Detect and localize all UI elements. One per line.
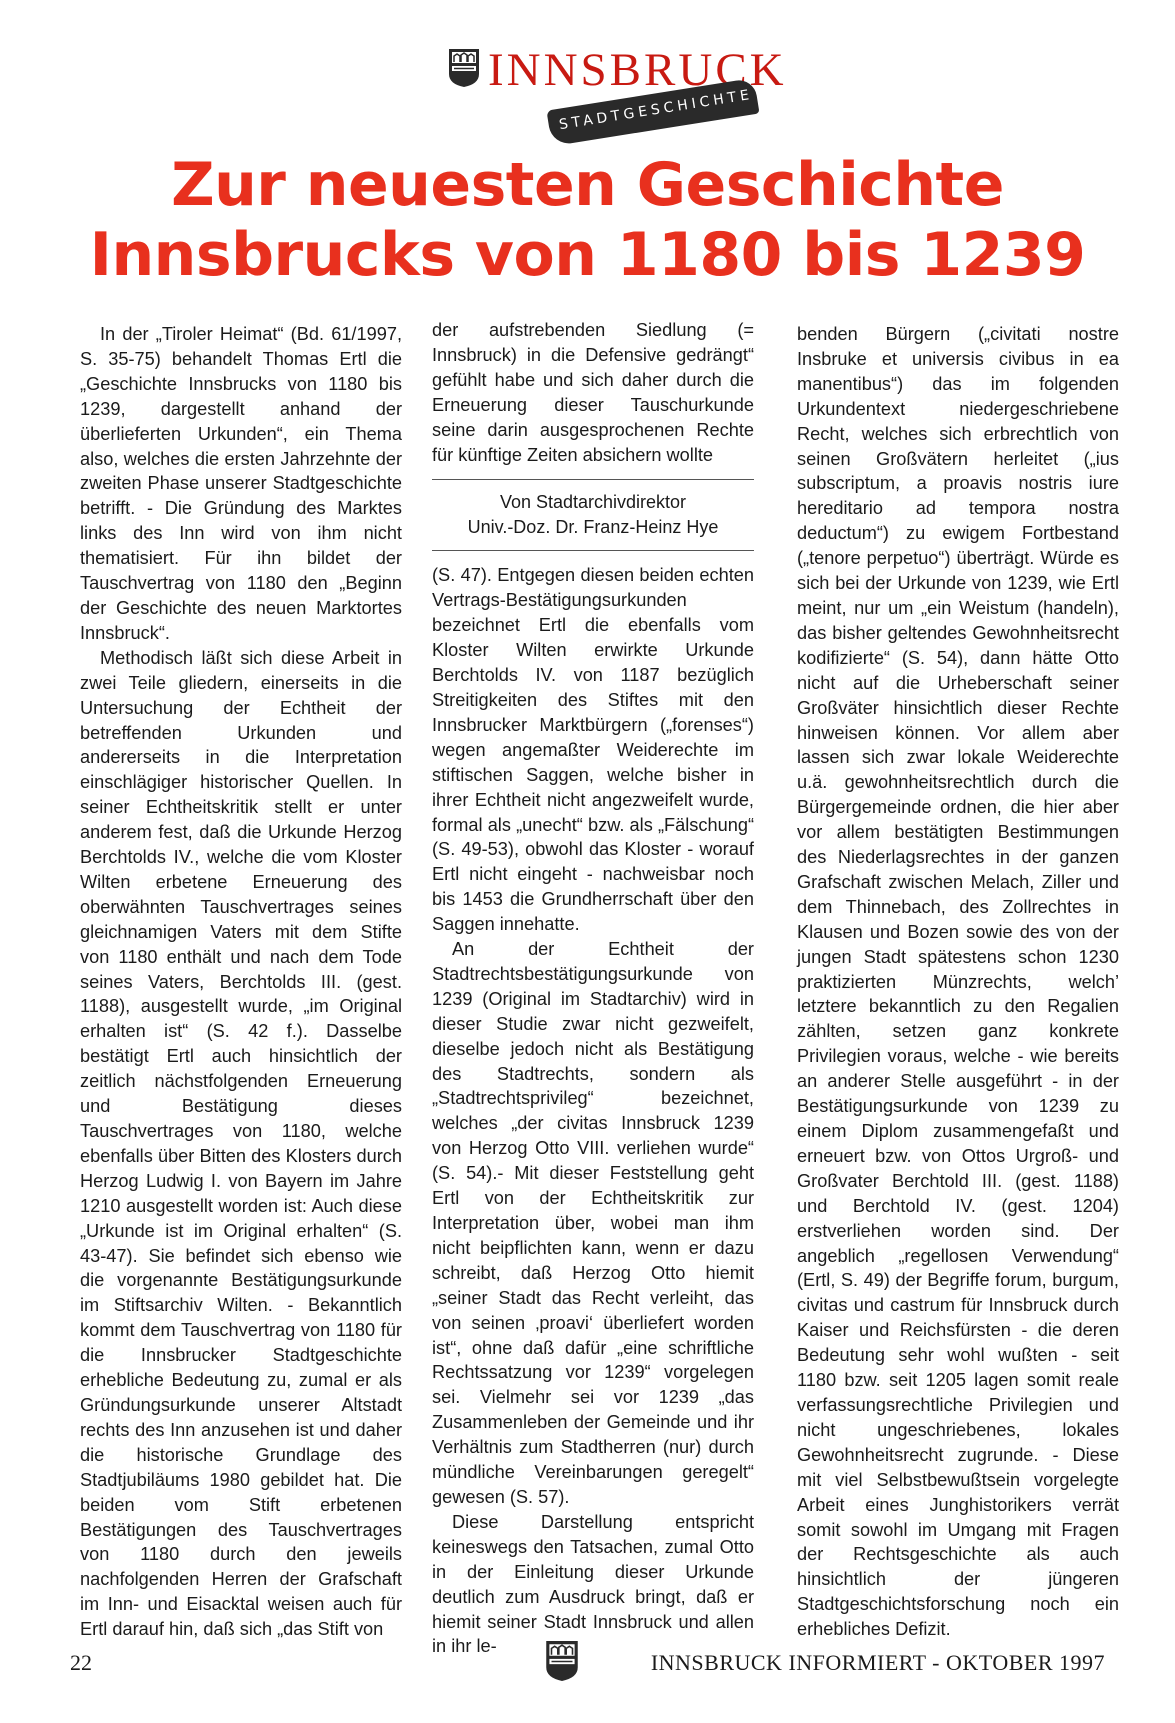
publication-footer: INNSBRUCK INFORMIERT - OKTOBER 1997 [650, 1650, 1105, 1675]
byline-line-1: Von Stadtarchivdirektor [499, 492, 687, 513]
paragraph: An der Echtheit der Stadtrechtsbestätigungsurkunde von 1239 (Original im Stadtarchiv) wird in dieser Studie zwar nicht gezweifelt, dieselbe jedoch nicht als Bestätigung des Stadtrechts, sondern als „Stadtrechtsprivileg“ bezeichnet, welches „der civitas Innsbruck 1239 von Herzog Otto VIII. verliehen wurde“ (S. 54).- Mit dieser Feststellung geht Ertl von der Echtheitskritik zur Interpretation über, wobei man ihm nicht beipflichten kann, wenn er dazu schreibt, daß Herzog Otto hiemit „seiner Stadt das Recht verleiht, das von seinen ‚proavi‘ überliefert worden ist“, ohne daß dafür „eine schriftliche Rechtssatzung vor 1239“ vorgelegen sei. Vielmehr sei vor 1239 „das Zusammenleben der Gemeinde und ihr Verhältnis zum Stadtherren (nur) durch mündliche Vereinbarungen geregelt“ gewesen (S. 57). [432, 939, 754, 1507]
city-crest-icon [448, 48, 480, 88]
text-column-1 [80, 322, 402, 1642]
paragraph: benden Bürgern („civitati nostre Insbruke et universis civibus in ea manentibus“) das im folgenden Urkundentext niedergeschriebene Recht, welches sich erbrechtlich von seinen Großvätern herleitet („ius subscriptum, a proavis nostris iure hereditario ad tempora nostra deductum“) zu ewigem Fortbestand („tenore perpetuo“) überträgt. Würde es sich bei der Urkunde von 1239, wie Ertl meint, nur um „ein Weistum (handeln), das bisher geltendes Gewohnheitsrecht kodifizierte“ (S. 54), dann hätte Otto nicht auf die Urheberschaft seiner Großväter hinsichtlich dieser Rechte hinweisen können. Vor allem aber lassen sich zwar lokale Weiderechte u.ä. gewohnheitsrechtlich durch die Bürgergemeinde ordnen, die hier aber vor allem bestätigten Bestimmungen des Niederlagsrechtes in der ganzen Grafschaft zwischen Melach, Ziller und dem Thinnebach, des Zollrechtes in Klausen und Bozen sowie des von der jungen Stadt spätestens schon 1230 praktizierten Münzrechts, welch’ letztere bekanntlich zu den Regalien zählten, setzen ganz konkrete Privilegien voraus, welche - wie bereits an anderer Stelle ausgeführt - in der Bestätigungsurkunde von 1239 zu einem Diplom zusammengefaßt und erneuert bzw. von Ottos Urgroß- und Großvater Berchtold III. (gest. 1188) und Berchtold IV. (gest. 1204) erstverliehen worden sind. Der angeblich „regellosen Verwendung“ (Ertl, S. 49) der Begriffe forum, burgum, civitas und castrum für Innsbruck durch Kaiser und Reichsfürsten - die deren Bedeutung sehr wohl wußten - seit 1180 bzw. seit 1205 lagen somit reale verfassungsrechtliche Privilegien und nicht ungeschriebenes, lokales Gewohnheitsrecht zugrunde. - Diese mit viel Selbstbewußtsein vorgelegte Arbeit eines Junghistorikers verrät somit sowohl im Umgang mit Fragen der Rechtsgeschichte als auch hinsichtlich der jüngeren Stadtgeschichtsforschung noch ein erhebliches Defizit. [797, 324, 1119, 1640]
paragraph: (S. 47). Entgegen diesen beiden echten Vertrags-Bestätigungsurkunden bezeichnet Ertl die ebenfalls vom Kloster Wilten erwirkte Urkunde Berchtolds IV. von 1187 bezüglich Streitigkeiten des Stiftes mit den Innsbrucker Marktbürgern („forenses“) wegen angemaßter Weiderechte im stiftischen Saggen, welche bisher in ihrer Echtheit nicht angezweifelt wurde, formal als „unecht“ bzw. als „Fälschung“ (S. 49-53), obwohl das Kloster - worauf Ertl nicht eingeht - nachweisbar noch bis 1453 die Grundherrschaft über den Saggen innehatte. [432, 565, 754, 935]
paragraph: Diese Darstellung entspricht keineswegs den Tatsachen, zumal Otto in der Einleitung dieser Urkunde deutlich zum Ausdruck bringt, daß er hiemit seiner Stadt Innsbruck und allen in ihr le- [432, 1511, 754, 1657]
headline-line-2: Innsbrucks von 1180 bis 1239 [89, 220, 1086, 290]
brand-title: INNSBRUCK [488, 44, 787, 96]
city-crest-icon [545, 1640, 579, 1682]
byline-line-2: Univ.-Doz. Dr. Franz-Heinz Hye [467, 517, 719, 538]
paragraph: In der „Tiroler Heimat“ (Bd. 61/1997, S. 35-75) behandelt Thomas Ertl die „Geschichte Innsbrucks von 1180 bis 1239, dargestellt anhand der überlieferten Urkunden“, ein Thema also, welches die ersten Jahrzehnte der zweiten Phase unserer Stadtgeschichte betrifft. - Die Gründung des Marktes links des Inn wird von ihm nicht thematisiert. Für ihn bildet der Tauschvertrag von 1180 den „Beginn der Geschichte des neuen Marktortes Innsbruck“. [80, 324, 402, 643]
text-column-2 [432, 318, 754, 1659]
article-headline [0, 150, 1175, 290]
paragraph: Methodisch läßt sich diese Arbeit in zwei Teile gliedern, einerseits in die Untersuchung der Echtheit der betreffenden Urkunden und andererseits in die Interpretation einschlägiger historischer Quellen. In seiner Echtheitskritik stellt er unter anderem fest, daß die Urkunde Herzog Berchtolds IV., welche die vom Kloster Wilten erbetene Erneuerung des oberwähnten Tauschvertrages seines gleichnamigen Vaters mit dem Stifte von 1180 enthält und nach dem Tode seines Vaters, Berchtolds III. (gest. 1188), ausgestellt wurde, „im Original erhalten ist“ (S. 42 f.). Dasselbe bestätigt Ertl auch hinsichtlich der zeitlich nächstfolgenden Erneuerung und Bestätigung dieses Tauschvertrages von 1180, welche ebenfalls über Bitten des Klosters durch Herzog Ludwig I. von Bayern im Jahre 1210 ausgestellt worden ist: Auch diese „Urkunde ist im Original erhalten“ (S. 43-47). Sie befindet sich ebenso wie die vorgenannte Bestätigungsurkunde im Stiftsarchiv Wilten. - Bekanntlich kommt dem Tauschvertrag von 1180 für die Innsbrucker Stadtgeschichte erhebliche Bedeutung zu, zumal er als Gründungsurkunde unserer Altstadt rechts des Inn anzusehen ist und daher die historische Grundlage des Stadtjubiläums 1980 gebildet hat. Die beiden vom Stift erbetenen Bestätigungen des Tauschvertrages von 1180 durch den jeweils nachfolgenden Herren der Grafschaft im Inn- und Eisacktal weisen auch für Ertl darauf hin, daß sich „das Stift von [80, 647, 402, 1640]
brand-subtitle: STADTGESCHICHTE [557, 86, 755, 134]
headline-line-1: Zur neuesten Geschichte [171, 150, 1004, 220]
text-column-3 [797, 322, 1119, 1642]
masthead [448, 40, 787, 140]
byline [432, 479, 754, 551]
paragraph: der aufstrebenden Siedlung (= Innsbruck) in die Defensive gedrängt“ gefühlt habe und sich daher durch die Erneuerung dieser Tauschurkunde seine darin ausgesprochenen Rechte für künftige Zeiten absichern wollte [432, 320, 754, 465]
page-number: 22 [70, 1650, 92, 1675]
